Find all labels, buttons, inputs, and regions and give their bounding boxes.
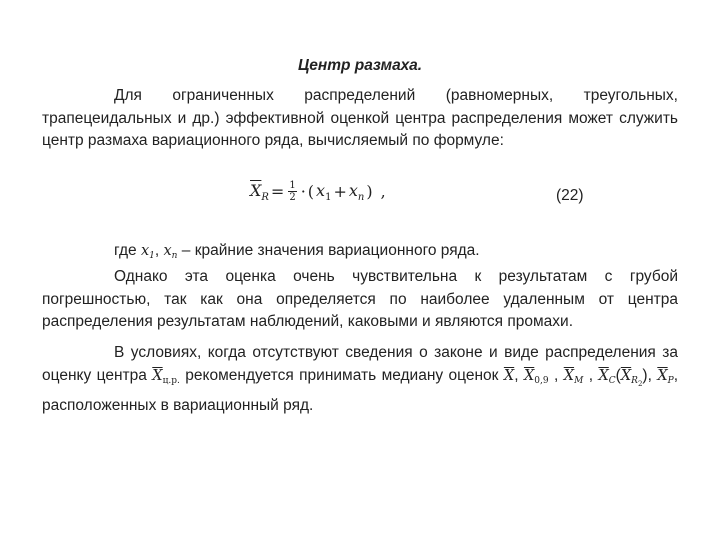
formula-open-paren: ( bbox=[307, 182, 315, 201]
where-suffix: – крайние значения вариационного ряда. bbox=[177, 242, 480, 259]
formula-frac-num: 1 bbox=[289, 180, 296, 191]
formula-equals: = bbox=[270, 182, 285, 201]
formula-lhs-symbol: $\overline{X}$ bbox=[250, 180, 262, 200]
where-prefix: где bbox=[114, 242, 141, 259]
formula-x1: $x_1$ bbox=[316, 180, 332, 203]
paragraph-sensitivity bbox=[42, 266, 678, 334]
formula-xn: $x_n$ bbox=[348, 180, 365, 203]
paragraph-sensitivity-text: Однако эта оценка очень чувствительна к результатам с грубой погрешностью, так как она определяется по наиболее удаленным от центра распределения результатам наблюдений, каковыми и являются промахи. bbox=[42, 268, 678, 330]
formula-lhs-sub: R bbox=[261, 191, 269, 203]
formula-comma: , bbox=[380, 182, 386, 201]
estimate-c: $\overline{X}_C$ bbox=[598, 367, 616, 386]
estimate-mean: $\overline{X}$ bbox=[503, 367, 515, 384]
formula-plus: + bbox=[333, 182, 347, 201]
equation-number: (22) bbox=[556, 187, 584, 204]
estimate-r2: $\overline{X}_{R2}$ bbox=[620, 367, 643, 388]
paragraph-median: В условиях, когда отсутствуют сведения о законе и виде распределения за оценку центра $\overline{X}_{ц.р.}$ рекомендуется принимать медиану оценок $\overline{X}$, $\overline{X}_{0,9}$ , $\overline{X}_M$ , $\overline{X}_C(\overline{X}_{R2})$, $\overline{X}_P$, расположенных в вариационный ряд. bbox=[42, 344, 679, 414]
formula-lhs bbox=[250, 181, 269, 203]
estimate-p: $\overline{X}_P$ bbox=[657, 367, 674, 386]
median-text-1: В условиях, когда отсутствуют сведения о законе и виде распределения за оценку центра bbox=[42, 344, 678, 384]
where-xn: $x_n$ bbox=[163, 243, 178, 261]
median-text-2: рекомендуется принимать медиану оценок bbox=[179, 366, 504, 384]
formula-22 bbox=[250, 180, 386, 203]
formula-fraction bbox=[288, 180, 296, 203]
slide-title: Центр размаха. bbox=[297, 57, 423, 74]
formula-dot: · bbox=[300, 182, 306, 201]
formula-frac-den: 2 bbox=[289, 192, 296, 203]
paragraph-intro bbox=[42, 85, 678, 153]
paragraph-where: где $x_1$, $x_n$ – крайние значения вариационного ряда. bbox=[114, 242, 480, 261]
formula-close-paren: ) bbox=[366, 182, 373, 201]
center-symbol: $\overline{X}_{ц.р.}$ bbox=[152, 367, 180, 386]
paragraph-intro-text: Для ограниченных распределений (равномерных, треугольных, трапецеидальных и др.) эффективной оценкой центра распределения может служить центр размаха вариационного ряда, вычисляемый по формуле: bbox=[42, 87, 678, 149]
estimate-0-9: $\overline{X}_{0,9}$ bbox=[523, 367, 549, 386]
median-text-3: , расположенных в вариационный ряд. bbox=[42, 366, 679, 414]
where-x1: $x_1$ bbox=[140, 243, 155, 261]
estimate-median: $\overline{X}_M$ bbox=[563, 367, 584, 386]
